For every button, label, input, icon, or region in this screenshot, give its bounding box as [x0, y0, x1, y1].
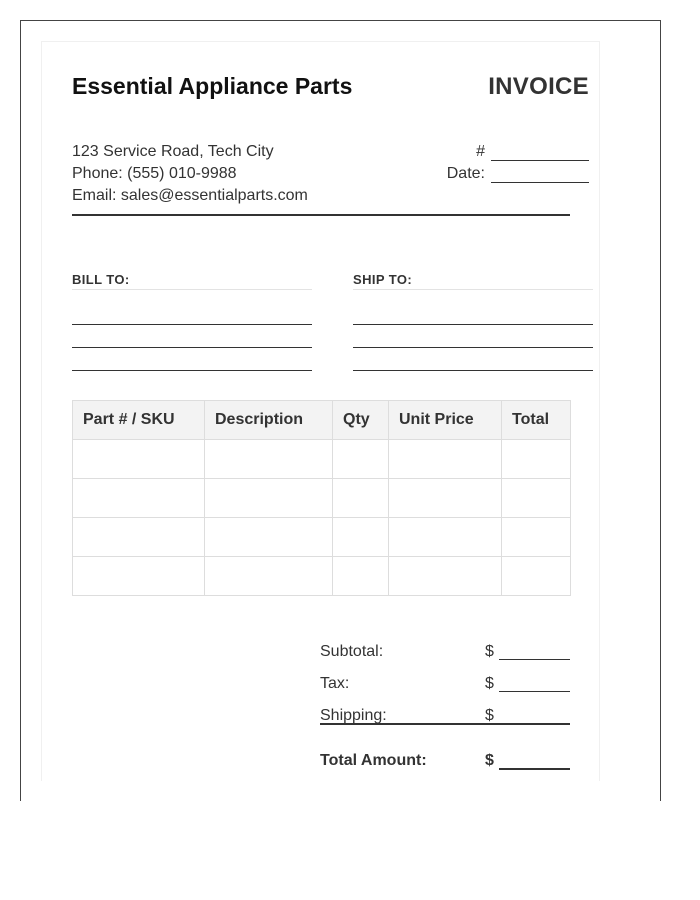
cell-part-sku[interactable] [73, 440, 205, 479]
cell-total[interactable] [502, 518, 571, 557]
cell-part-sku[interactable] [73, 518, 205, 557]
subtotal-label: Subtotal: [320, 643, 384, 660]
table-row [73, 557, 571, 596]
cell-total[interactable] [502, 479, 571, 518]
cell-description[interactable] [205, 479, 333, 518]
company-email: Email: sales@essentialparts.com [72, 187, 308, 204]
cell-total[interactable] [502, 557, 571, 596]
cell-unit-price[interactable] [389, 440, 502, 479]
ship-to-line-2[interactable] [353, 347, 593, 348]
table-header-row [73, 401, 571, 440]
column-header-total: Total [502, 401, 571, 440]
table-row [73, 479, 571, 518]
total-amount-field[interactable] [499, 768, 570, 770]
cell-qty[interactable] [333, 479, 389, 518]
cell-unit-price[interactable] [389, 518, 502, 557]
ship-to-label: SHIP TO: [353, 272, 413, 287]
tax-label: Tax: [320, 675, 350, 692]
invoice-number-label: # [476, 143, 485, 160]
cell-unit-price[interactable] [389, 557, 502, 596]
cell-qty[interactable] [333, 518, 389, 557]
cell-part-sku[interactable] [73, 557, 205, 596]
invoice-date-label: Date: [446, 165, 485, 182]
ship-to-line-3[interactable] [353, 370, 593, 371]
cell-qty[interactable] [333, 557, 389, 596]
cell-description[interactable] [205, 440, 333, 479]
subtotal-currency: $ [485, 643, 494, 660]
table-row [73, 440, 571, 479]
bill-to-line-3[interactable] [72, 370, 312, 371]
ship-to-line-1[interactable] [353, 324, 593, 325]
column-header-unit-price: Unit Price [389, 401, 502, 440]
subtotal-field[interactable] [499, 659, 570, 660]
shipping-currency: $ [485, 707, 494, 724]
bill-to-line-1[interactable] [72, 324, 312, 325]
tax-currency: $ [485, 675, 494, 692]
invoice-title: INVOICE [488, 73, 589, 100]
column-header-qty: Qty [333, 401, 389, 440]
cell-qty[interactable] [333, 440, 389, 479]
column-header-description: Description [205, 401, 333, 440]
bill-to-label-underline [72, 289, 312, 290]
company-phone: Phone: (555) 010-9988 [72, 165, 237, 182]
bill-to-label: BILL TO: [72, 272, 130, 287]
cell-part-sku[interactable] [73, 479, 205, 518]
cell-description[interactable] [205, 557, 333, 596]
bill-to-line-2[interactable] [72, 347, 312, 348]
invoice-number-row [476, 143, 589, 161]
tax-field[interactable] [499, 691, 570, 692]
cell-total[interactable] [502, 440, 571, 479]
company-name: Essential Appliance Parts [72, 73, 353, 99]
invoice-date-row [447, 165, 589, 183]
invoice-date-field[interactable] [491, 166, 589, 183]
table-row [73, 518, 571, 557]
invoice-number-field[interactable] [491, 144, 589, 161]
total-divider [320, 723, 570, 725]
column-header-part-sku: Part # / SKU [73, 401, 205, 440]
cell-unit-price[interactable] [389, 479, 502, 518]
shipping-label: Shipping: [320, 707, 387, 724]
total-amount-label: Total Amount: [320, 752, 427, 769]
line-items-table [72, 400, 571, 596]
company-address: 123 Service Road, Tech City [72, 143, 274, 160]
total-amount-currency: $ [485, 752, 494, 769]
ship-to-label-underline [353, 289, 593, 290]
header-divider [72, 214, 570, 216]
cell-description[interactable] [205, 518, 333, 557]
